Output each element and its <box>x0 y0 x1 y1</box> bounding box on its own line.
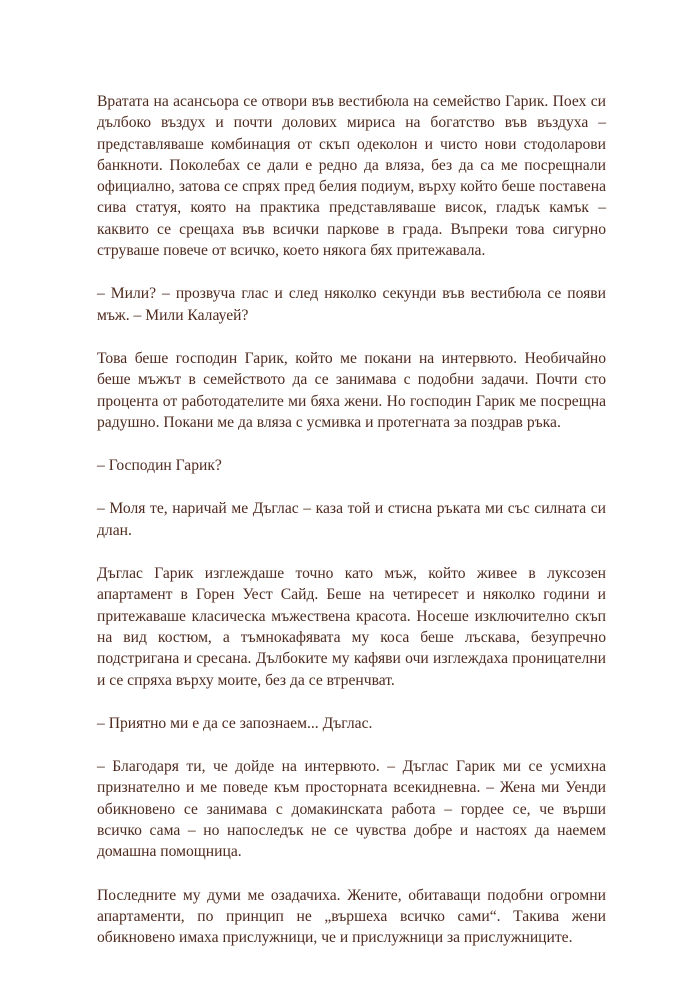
paragraph: Това беше господин Гарик, който ме покани на интервюто. Необичайно беше мъжът в семейството да се занимава с подобни задачи. Почти сто процента от работодателите ми бяха жени. Но господин Гарик ме посрещна радушно. Покани ме да вляза с усмивка и протегната за поздрав ръка. <box>97 349 606 431</box>
document-page <box>97 91 606 971</box>
paragraph: – Мили? – прозвуча глас и след няколко секунди във вестибюла се появи мъж. – Мили Калауей? <box>97 285 606 324</box>
paragraph: – Господин Гарик? <box>97 457 222 475</box>
paragraph: – Благодаря ти, че дойде на интервюто. – Дъглас Гарик ми се усмихна признателно и ме поведе към просторната всекидневна. – Жена ми Уенди обикновено се занимава с домакинската работа – гордее се, че върши всичко сама – но напоследък не се чувства добре и настоях да наемем домашна помощница. <box>97 758 606 861</box>
paragraph: – Моля те, наричай ме Дъглас – каза той и стисна ръката ми със силната си длан. <box>97 500 606 539</box>
paragraph: Вратата на асансьора се отвори във вестибюла на семейство Гарик. Поех си дълбоко въздух и почти долових мириса на богатство във въздуха – представляваше комбинация от скъп одеколон и чисто нови стодоларови банкноти. Поколебах се дали е редно да вляза, без да са ме посрещнали официално, затова се спрях пред белия подиум, върху който беше поставена сива статуя, която на практика представляваше висок, гладък камък – каквито се срещаха във всички паркове в града. Въпреки това сигурно струваше повече от всичко, което някога бях притежавала. <box>97 93 606 260</box>
paragraph: Последните му думи ме озадачиха. Жените, обитаващи подобни огромни апартаменти, по принцип не „вършеха всичко сами“. Такива жени обикновено имаха прислужници, че и прислужници за прислужниците. <box>97 886 606 947</box>
paragraph: – Приятно ми е да се запознаем... Дъглас. <box>97 714 373 732</box>
paragraph: Дъглас Гарик изглеждаше точно като мъж, който живее в луксозен апартамент в Горен Уест Сайд. Беше на четиресет и няколко години и притежаваше класическа мъжествена красота. Носеше изключително скъп на вид костюм, а тъмнокафявата му коса беше лъскава, безупречно подстригана и сресана. Дълбоките му кафяви очи изглеждаха проницателни и се спряха върху моите, без да се втренчват. <box>97 565 606 689</box>
